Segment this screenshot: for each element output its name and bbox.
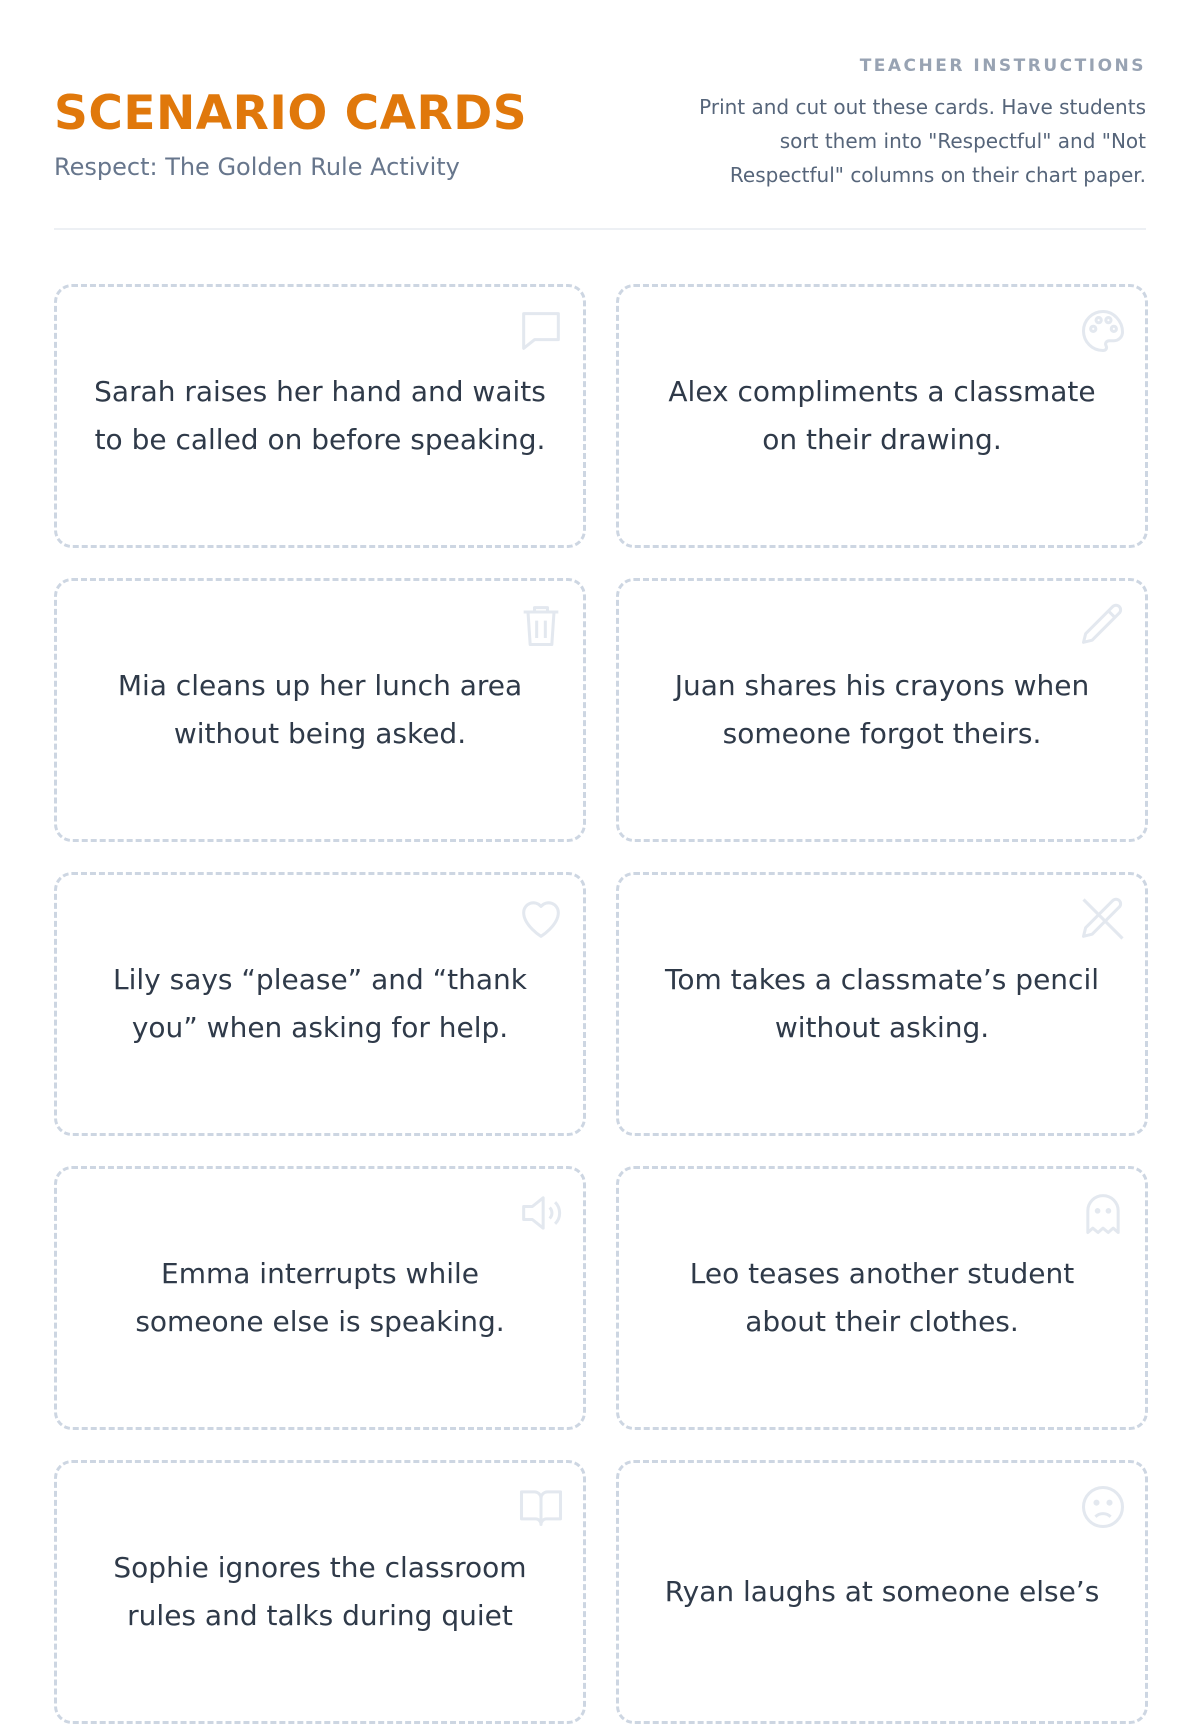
card-text: Alex compliments a classmate on their drawing. <box>668 375 1096 456</box>
scenario-card[interactable] <box>54 284 586 548</box>
scenario-card[interactable] <box>616 284 1148 548</box>
pencil-icon <box>1077 599 1129 651</box>
instructions-text: Print and cut out these cards. Have students sort them into "Respectful" and "Not Respectful" columns on their chart paper. <box>699 95 1146 187</box>
scenario-card[interactable] <box>54 578 586 842</box>
page-header <box>54 0 1146 230</box>
page-subtitle: Respect: The Golden Rule Activity <box>54 153 460 181</box>
card-text: Sarah raises her hand and waits to be called on before speaking. <box>94 375 546 456</box>
scenario-card[interactable] <box>616 578 1148 842</box>
trash-can-icon <box>515 599 567 651</box>
scenario-card-grid <box>54 284 1148 1724</box>
card-text: Tom takes a classmate’s pencil without asking. <box>664 963 1099 1044</box>
scenario-card[interactable] <box>616 1460 1148 1724</box>
scenario-card[interactable] <box>616 1166 1148 1430</box>
scenario-card[interactable] <box>54 872 586 1136</box>
teacher-instructions <box>676 56 1146 192</box>
book-icon <box>515 1481 567 1533</box>
scenario-card[interactable] <box>54 1166 586 1430</box>
crossed-pencil-icon <box>1077 893 1129 945</box>
card-text: Sophie ignores the classroom rules and talks during quiet <box>113 1551 527 1632</box>
heart-icon <box>515 893 567 945</box>
card-text: Mia cleans up her lunch area without being asked. <box>117 669 523 750</box>
speech-bubble-icon <box>515 305 567 357</box>
ghost-icon <box>1077 1187 1129 1239</box>
card-text: Ryan laughs at someone else’s <box>664 1575 1100 1608</box>
page-title: SCENARIO CARDS <box>54 86 528 141</box>
instructions-label: TEACHER INSTRUCTIONS <box>859 56 1146 76</box>
card-text: Leo teases another student about their clothes. <box>689 1257 1075 1338</box>
scenario-card[interactable] <box>54 1460 586 1724</box>
palette-icon <box>1077 305 1129 357</box>
card-text: Emma interrupts while someone else is speaking. <box>135 1257 505 1338</box>
speaker-icon <box>515 1187 567 1239</box>
sad-face-icon <box>1077 1481 1129 1533</box>
card-text: Lily says “please” and “thank you” when asking for help. <box>112 963 528 1044</box>
scenario-card[interactable] <box>616 872 1148 1136</box>
card-text: Juan shares his crayons when someone forgot theirs. <box>674 669 1090 750</box>
